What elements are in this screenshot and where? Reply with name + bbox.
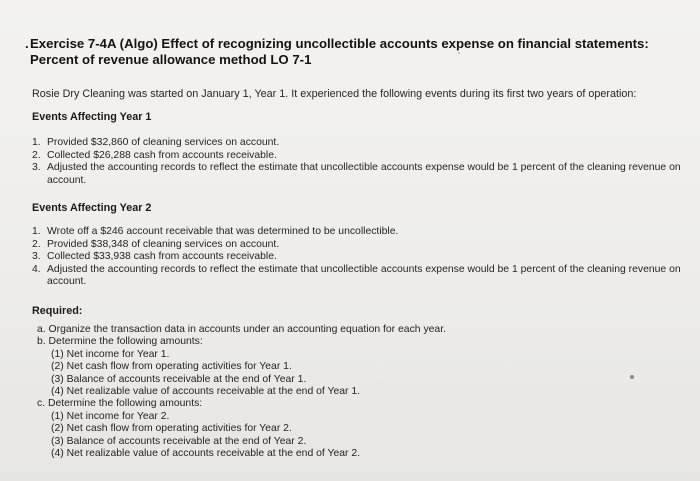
required-b-item-2: (2) Net cash flow from operating activities for Year 1. (51, 361, 292, 373)
exercise-title (25, 36, 680, 68)
required-c-item-1: (1) Net income for Year 2. (51, 410, 170, 422)
required-c-item-4: (4) Net realizable value of accounts receivable at the end of Year 2. (51, 448, 361, 460)
required-c-item-3: (3) Balance of accounts receivable at the end of Year 2. (51, 435, 307, 447)
year2-event-2: 2. Provided $38,348 of cleaning services on account. (32, 238, 280, 250)
required-b-item-3: (3) Balance of accounts receivable at the end of Year 1. (51, 373, 307, 385)
year2-event-4: 4. Adjusted the accounting records to reflect the estimate that uncollectible accounts expense would be 1 percent of the cleaning revenue on account. (32, 263, 681, 287)
title-line-2: Percent of revenue allowance method LO 7-1 (30, 52, 312, 67)
year1-events-list (32, 137, 692, 187)
required-b-item-1: (1) Net income for Year 1. (51, 348, 170, 360)
required-c (37, 398, 446, 460)
required-c-label: c. Determine the following amounts: (37, 398, 203, 410)
required-b (37, 336, 446, 398)
required-heading: Required: (32, 305, 83, 317)
intro-text: Rosie Dry Cleaning was started on January 1, Year 1. It experienced the following events during its first two years of operation: (32, 88, 637, 100)
required-b-item-4: (4) Net realizable value of accounts receivable at the end of Year 1. (51, 386, 361, 398)
year2-event-3: 3. Collected $33,938 cash from accounts receivable. (32, 251, 277, 262)
year1-heading: Events Affecting Year 1 (32, 111, 152, 123)
dust-speck (458, 52, 460, 54)
required-b-items (37, 349, 446, 399)
required-b-label: b. Determine the following amounts: (37, 336, 203, 348)
title-line-1: Exercise 7-4A (Algo) Effect of recognizing uncollectible accounts expense on financial statements: (30, 36, 649, 51)
required-a: a. Organize the transaction data in accounts under an accounting equation for each year. (37, 324, 446, 335)
year2-events-list (32, 226, 692, 289)
required-c-item-2: (2) Net cash flow from operating activities for Year 2. (51, 423, 292, 435)
year2-heading: Events Affecting Year 2 (32, 202, 152, 214)
year1-event-1: 1. Provided $32,860 of cleaning services on account. (32, 137, 280, 148)
year1-event-3: 3. Adjusted the accounting records to reflect the estimate that uncollectible accounts expense would be 1 percent of the cleaning revenue on account. (32, 162, 681, 186)
title-dot: . (25, 36, 29, 51)
dust-speck (630, 375, 634, 379)
year2-event-1: 1. Wrote off a $246 account receivable that was determined to be uncollectible. (32, 226, 399, 237)
required-list (37, 324, 446, 460)
required-c-items (37, 411, 446, 461)
year1-event-2: 2. Collected $26,288 cash from accounts receivable. (32, 149, 277, 161)
